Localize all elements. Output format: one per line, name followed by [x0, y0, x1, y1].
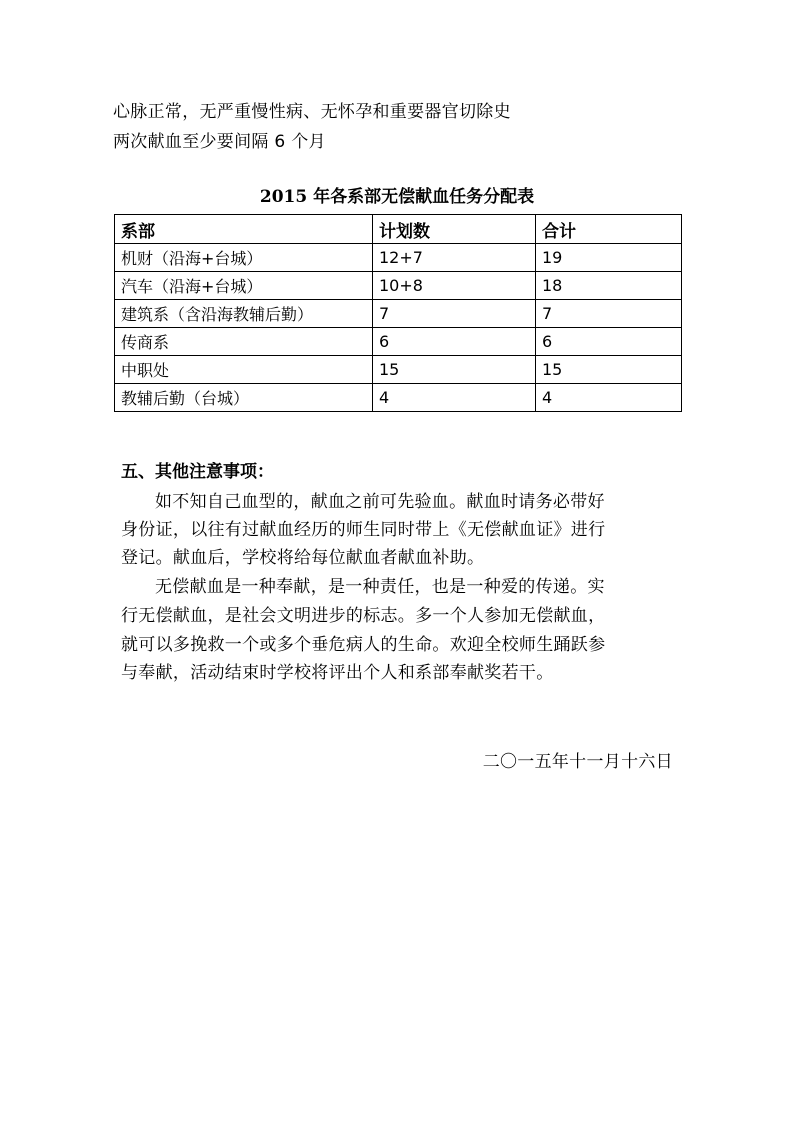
notes-paragraph-2-line-2: 行无偿献血，是社会文明进步的标志。多一个人参加无偿献血，: [121, 606, 606, 626]
header-department: 系部: [115, 215, 373, 244]
table-title: 2015 年各系部无偿献血任务分配表: [259, 187, 535, 207]
table-row: [115, 384, 682, 412]
cell-department: 汽车（沿海+台城）: [115, 272, 373, 300]
header-total: 合计: [536, 215, 682, 244]
notes-paragraph-1-line-3: 登记。献血后，学校将给每位献血者献血补助。: [121, 548, 485, 568]
notes-paragraph-2-line-1: 无偿献血是一种奉献，是一种责任，也是一种爱的传递。实: [155, 577, 605, 597]
notes-paragraph-2-line-3: 就可以多挽救一个或多个垂危病人的生命。欢迎全校师生踊跃参: [121, 635, 606, 655]
cell-department: 教辅后勤（台城）: [115, 384, 373, 412]
notes-paragraph-2-line-4: 与奉献，活动结束时学校将评出个人和系部奉献奖若干。: [121, 663, 554, 683]
intro-line-1: 心脉正常，无严重慢性病、无怀孕和重要器官切除史: [113, 102, 511, 122]
cell-department: 机财（沿海+台城）: [115, 244, 373, 272]
table-row: [115, 272, 682, 300]
cell-total: 18: [536, 272, 682, 300]
cell-department: 传商系: [115, 328, 373, 356]
notes-paragraph-1-line-1: 如不知自己血型的，献血之前可先验血。献血时请务必带好: [155, 492, 605, 512]
header-plan: 计划数: [373, 215, 536, 244]
cell-total: 7: [536, 300, 682, 328]
notes-heading: 五、其他注意事项：: [121, 462, 274, 482]
table-row: [115, 328, 682, 356]
cell-department: 建筑系（含沿海教辅后勤）: [115, 300, 373, 328]
document-date: 二〇一五年十一月十六日: [482, 752, 673, 772]
notes-paragraph-1-line-2: 身份证，以往有过献血经历的师生同时带上《无偿献血证》进行: [121, 520, 606, 540]
allocation-table: [114, 214, 682, 412]
cell-total: 19: [536, 244, 682, 272]
intro-line-2: 两次献血至少要间隔 6 个月: [113, 132, 326, 152]
cell-total: 15: [536, 356, 682, 384]
table-row: [115, 244, 682, 272]
cell-plan: 10+8: [373, 272, 536, 300]
table-row: [115, 356, 682, 384]
cell-plan: 7: [373, 300, 536, 328]
cell-plan: 12+7: [373, 244, 536, 272]
table-row: [115, 300, 682, 328]
cell-plan: 4: [373, 384, 536, 412]
cell-department: 中职处: [115, 356, 373, 384]
table-header-row: [115, 215, 682, 244]
cell-plan: 15: [373, 356, 536, 384]
cell-total: 4: [536, 384, 682, 412]
cell-plan: 6: [373, 328, 536, 356]
cell-total: 6: [536, 328, 682, 356]
